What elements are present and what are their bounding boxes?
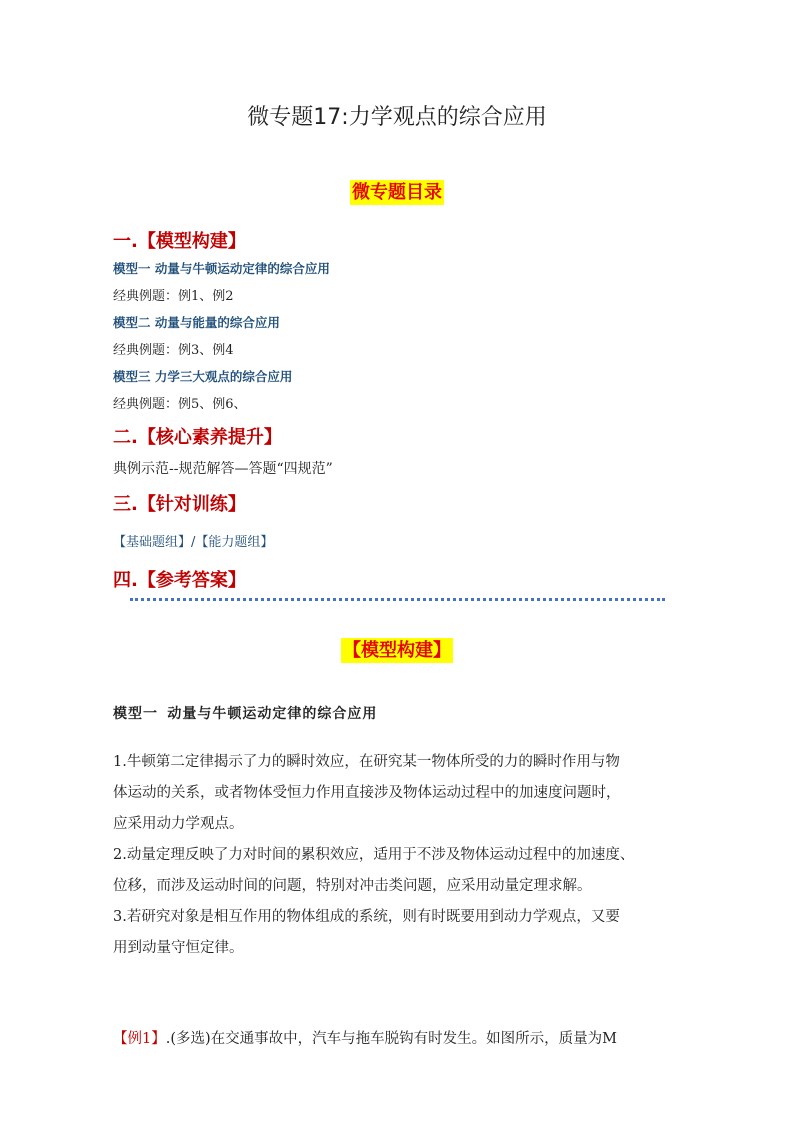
paragraph-1-line-1: 1.牛顿第二定律揭示了力的瞬时效应，在研究某一物体所受的力的瞬时作用与物 bbox=[113, 754, 620, 770]
toc-examples-3: 经典例题：例5、例6、 bbox=[113, 397, 247, 412]
section-title-text: 【模型构建】 bbox=[343, 640, 451, 661]
toc-examples-1: 经典例题：例1、例2 bbox=[113, 289, 234, 304]
paragraph-1-line-3: 应采用动力学观点。 bbox=[113, 816, 244, 832]
toc-section-training: 三.【针对训练】 bbox=[113, 494, 246, 515]
toc-training-groups: 【基础题组】/【能力题组】 bbox=[113, 535, 274, 550]
paragraph-3 bbox=[113, 902, 688, 964]
toc-model-1: 模型一 动量与牛顿运动定律的综合应用 bbox=[113, 261, 330, 276]
paragraph-2 bbox=[113, 840, 688, 902]
paragraph-2-line-2: 位移，而涉及运动时间的问题，特别对冲击类问题，应采用动量定理求解。 bbox=[113, 878, 592, 894]
paragraph-1 bbox=[113, 747, 688, 840]
example-1-tag: 【例1】 bbox=[113, 1031, 166, 1047]
example-1-text: .(多选)在交通事故中，汽车与拖车脱钩有时发生。如图所示，质量为M bbox=[165, 1031, 618, 1047]
toc-title-text: 微专题目录 bbox=[352, 182, 442, 203]
example-1 bbox=[113, 1024, 688, 1055]
model1-heading: 模型一 动量与牛顿运动定律的综合应用 bbox=[113, 706, 378, 722]
paragraph-2-line-1: 2.动量定理反映了力对时间的累积效应，适用于不涉及物体运动过程中的加速度、 bbox=[113, 847, 635, 863]
page-title: 微专题17:力学观点的综合应用 bbox=[247, 105, 547, 130]
paragraph-3-line-1: 3.若研究对象是相互作用的物体组成的系统，则有时既要用到动力学观点，又要 bbox=[113, 909, 620, 925]
paragraph-1-line-2: 体运动的关系，或者物体受恒力作用直接涉及物体运动过程中的加速度问题时， bbox=[113, 785, 621, 801]
toc-section-core: 二.【核心素养提升】 bbox=[113, 427, 282, 448]
toc-examples-2: 经典例题：例3、例4 bbox=[113, 343, 234, 358]
paragraph-3-line-2: 用到动量守恒定律。 bbox=[113, 940, 244, 956]
dotted-divider bbox=[130, 598, 665, 601]
toc-core-text: 典例示范--规范解答—答题“四规范” bbox=[113, 461, 333, 477]
toc-section-model-build: 一.【模型构建】 bbox=[113, 231, 246, 252]
toc-model-3: 模型三 力学三大观点的综合应用 bbox=[113, 369, 293, 384]
toc-model-2: 模型二 动量与能量的综合应用 bbox=[113, 315, 280, 330]
section-title bbox=[0, 636, 794, 662]
toc-title bbox=[0, 178, 794, 204]
toc-section-answers: 四.【参考答案】 bbox=[113, 570, 246, 591]
